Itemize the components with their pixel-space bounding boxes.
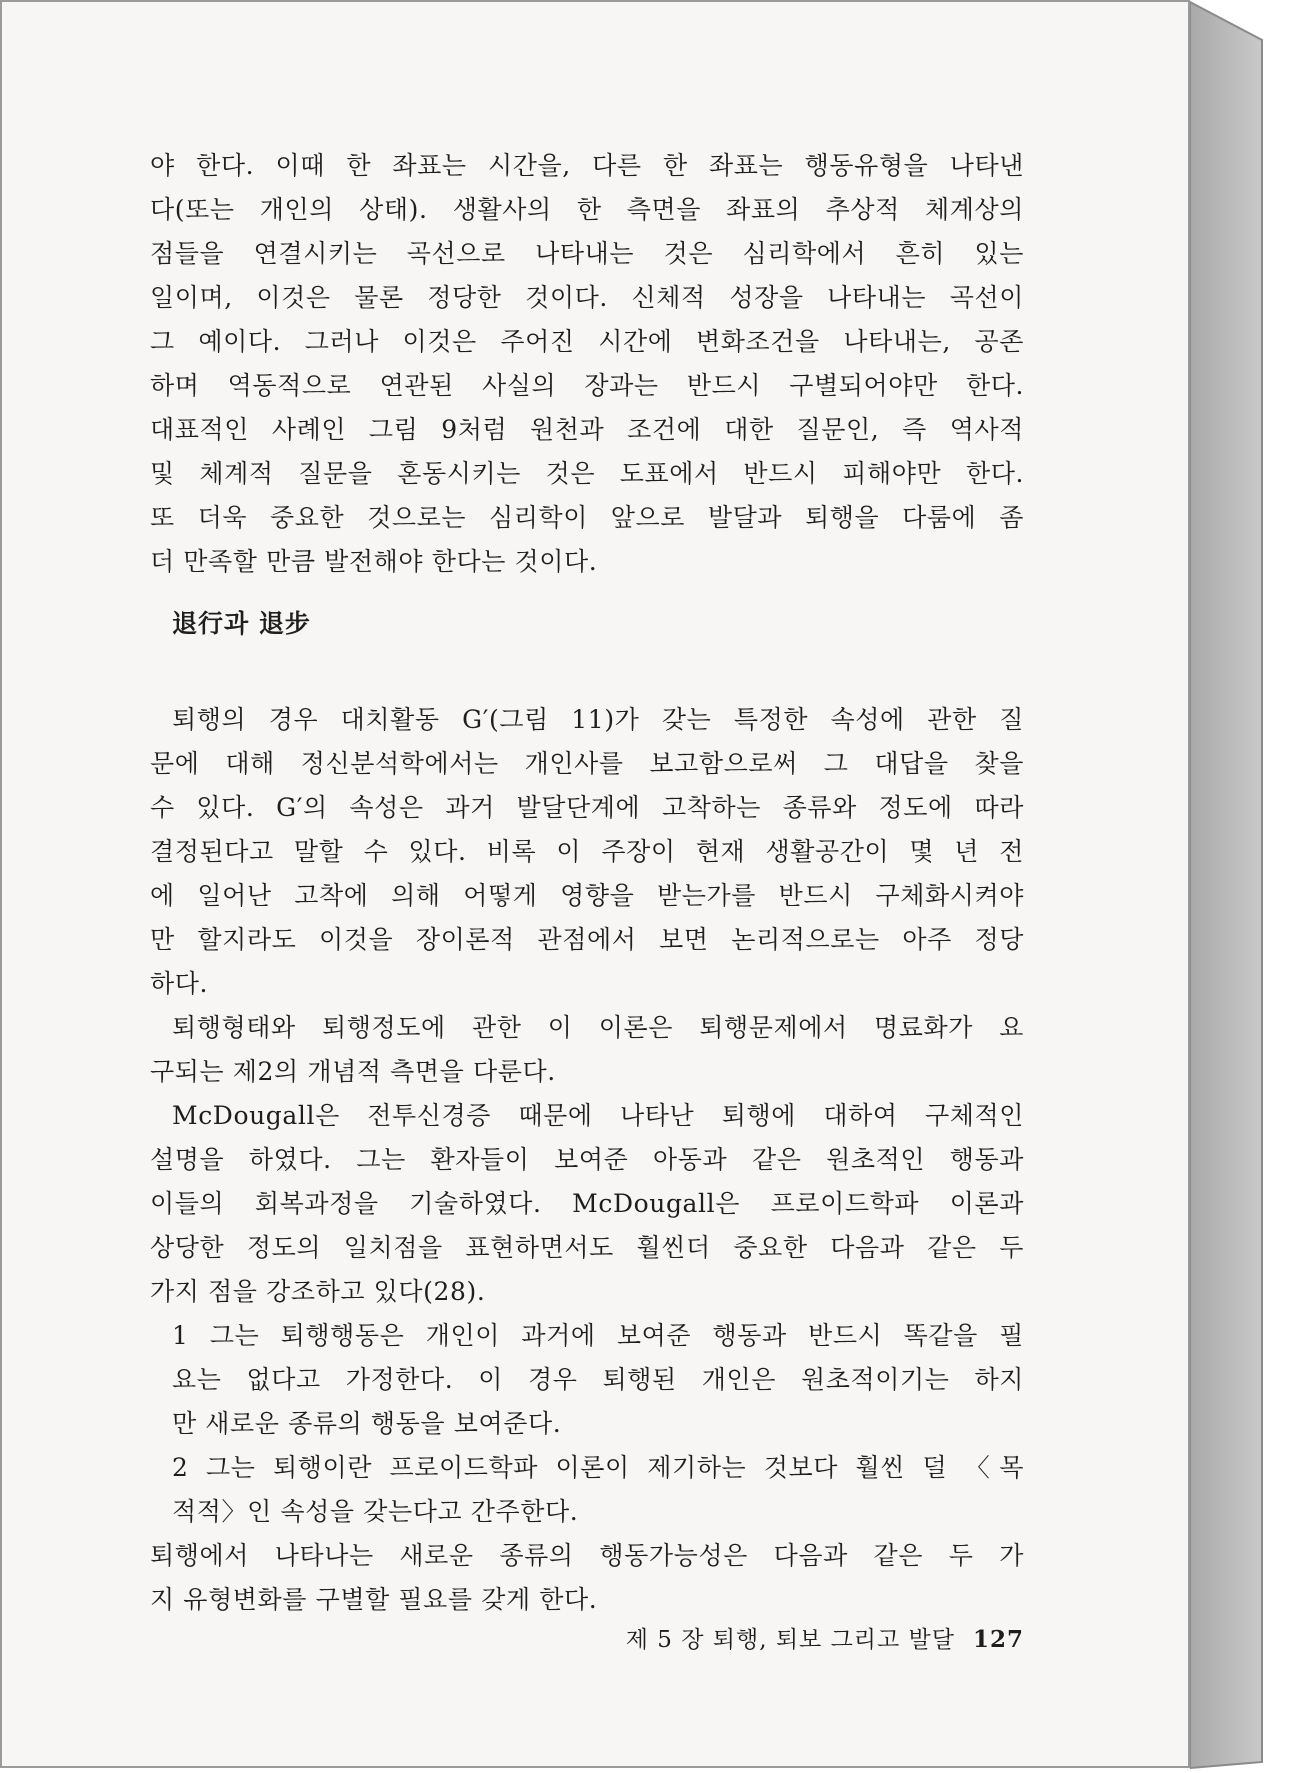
paragraph2-line: 퇴행의 경우 대치활동 G′(그림 11)가 갖는 특정한 속성에 관한 질 — [172, 705, 1024, 734]
section-heading: 退行과 退步 — [172, 609, 311, 638]
paragraph1-line: 일이며, 이것은 물론 정당한 것이다. 신체적 성장을 나타내는 곡선이 — [150, 283, 1024, 312]
paragraph2-line: 결정된다고 말할 수 있다. 비록 이 주장이 현재 생활공간이 몇 년 전 — [150, 837, 1024, 866]
paragraph3-line: 퇴행형태와 퇴행정도에 관한 이 이론은 퇴행문제에서 명료화가 요 — [172, 1013, 1024, 1042]
paragraph5-line: 퇴행에서 나타나는 새로운 종류의 행동가능성은 다음과 같은 두 가 — [150, 1541, 1024, 1570]
paragraph4-line: 가지 점을 강조하고 있다(28). — [150, 1277, 486, 1306]
paragraph1-line: 다(또는 개인의 상태). 생활사의 한 측면을 좌표의 추상적 체계상의 — [150, 195, 1024, 224]
list-item-2-line: 적적〉인 속성을 갖는다고 간주한다. — [172, 1497, 579, 1526]
list-item-1-line: 1 그는 퇴행행동은 개인이 과거에 보여준 행동과 반드시 똑같을 필 — [172, 1321, 1024, 1350]
paragraph2-line: 에 일어난 고착에 의해 어떻게 영향을 받는가를 반드시 구체화시켜야 — [150, 881, 1024, 910]
paragraph1-line: 또 더욱 중요한 것으로는 심리학이 앞으로 발달과 퇴행을 다룸에 좀 — [150, 503, 1024, 532]
paragraph2-line: 만 할지라도 이것을 장이론적 관점에서 보면 논리적으로는 아주 정당 — [150, 925, 1024, 954]
list-item-1-line: 요는 없다고 가정한다. 이 경우 퇴행된 개인은 원초적이기는 하지 — [172, 1365, 1024, 1394]
paragraph1-line: 대표적인 사례인 그림 9처럼 원천과 조건에 대한 질문인, 즉 역사적 — [150, 415, 1024, 444]
page-footer — [150, 1620, 1024, 1660]
paragraph5-line: 지 유형변화를 구별할 필요를 갖게 한다. — [150, 1585, 598, 1614]
paragraph3-line: 구되는 제2의 개념적 측면을 다룬다. — [150, 1057, 556, 1086]
paragraph1-line: 야 한다. 이때 한 좌표는 시간을, 다른 한 좌표는 행동유형을 나타낸 — [150, 151, 1024, 180]
paragraph4-line: 이들의 회복과정을 기술하였다. McDougall은 프로이드학파 이론과 — [150, 1189, 1024, 1218]
paragraph4-line: McDougall은 전투신경증 때문에 나타난 퇴행에 대하여 구체적인 — [172, 1101, 1024, 1130]
paragraph1-line: 및 체계적 질문을 혼동시키는 것은 도표에서 반드시 피해야만 한다. — [150, 459, 1024, 488]
paragraph4-line: 상당한 정도의 일치점을 표현하면서도 훨씬더 중요한 다음과 같은 두 — [150, 1233, 1024, 1262]
page-number: 127 — [972, 1626, 1024, 1653]
paragraph2-line: 문에 대해 정신분석학에서는 개인사를 보고함으로써 그 대답을 찾을 — [150, 749, 1024, 778]
paragraph2-line: 수 있다. G′의 속성은 과거 발달단계에 고착하는 종류와 정도에 따라 — [150, 793, 1024, 822]
paragraph1-line: 하며 역동적으로 연관된 사실의 장과는 반드시 구별되어야만 한다. — [150, 371, 1024, 400]
paragraph1-line: 점들을 연결시키는 곡선으로 나타내는 것은 심리학에서 흔히 있는 — [150, 239, 1024, 268]
list-item-2-line: 2 그는 퇴행이란 프로이드학파 이론이 제기하는 것보다 훨씬 덜 〈목 — [172, 1453, 1024, 1482]
running-head: 제 5 장 퇴행, 퇴보 그리고 발달 — [625, 1627, 955, 1653]
paragraph2-line: 하다. — [150, 969, 209, 998]
book-side-edge — [1190, 0, 1292, 1773]
list-item-1-line: 만 새로운 종류의 행동을 보여준다. — [172, 1409, 562, 1438]
paragraph1-line: 더 만족할 만큼 발전해야 한다는 것이다. — [150, 547, 598, 576]
paragraph4-line: 설명을 하였다. 그는 환자들이 보여준 아동과 같은 원초적인 행동과 — [150, 1145, 1024, 1174]
paragraph1-line: 그 예이다. 그러나 이것은 주어진 시간에 변화조건을 나타내는, 공존 — [150, 327, 1024, 356]
